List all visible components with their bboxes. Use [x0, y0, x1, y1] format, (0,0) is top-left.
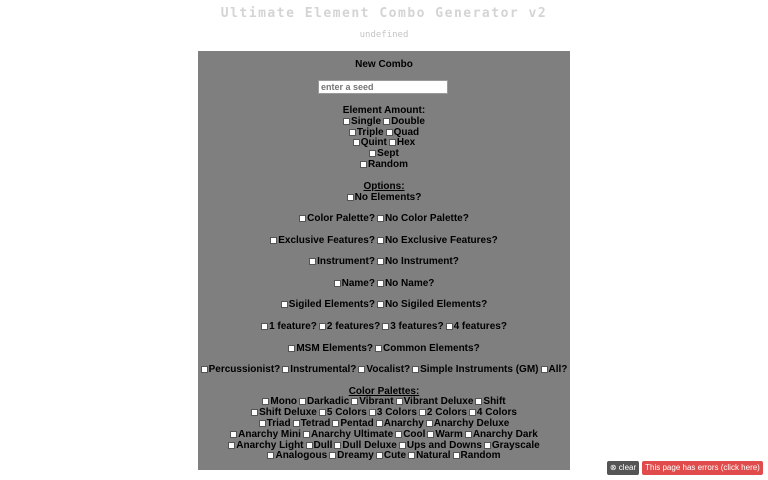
option-option-sigiled-elements[interactable]: [281, 299, 375, 310]
checkbox[interactable]: [484, 442, 491, 449]
checkbox[interactable]: [343, 118, 350, 125]
checkbox-label: Vibrant: [359, 396, 394, 407]
checkbox-label: 2 Colors: [426, 407, 467, 418]
option-option-instrument[interactable]: [309, 256, 375, 267]
checkbox-label: Vocalist?: [366, 364, 411, 375]
checkbox-label: Instrument?: [317, 256, 375, 267]
checkbox-label: 4 features?: [453, 321, 507, 332]
checkbox-label: Anarchy Deluxe: [433, 418, 510, 429]
checkbox-label: Anarchy Mini: [238, 429, 301, 440]
checkbox-label: Shift Deluxe: [259, 407, 317, 418]
checkbox[interactable]: [228, 442, 235, 449]
option-row: [198, 343, 570, 354]
option-row: [198, 213, 570, 224]
checkbox[interactable]: [281, 301, 288, 308]
checkbox[interactable]: [408, 452, 415, 459]
checkbox[interactable]: [369, 409, 376, 416]
checkbox[interactable]: [267, 452, 274, 459]
option-option-percussionist[interactable]: [201, 364, 281, 375]
checkbox[interactable]: [299, 215, 306, 222]
checkbox-label: Vibrant Deluxe: [403, 396, 474, 407]
element-amount-option-single[interactable]: [343, 116, 381, 127]
checkbox[interactable]: [319, 323, 326, 330]
checkbox[interactable]: [377, 215, 384, 222]
option-option-vocalist[interactable]: [358, 364, 410, 375]
checkbox-label: Tetrad: [300, 418, 331, 429]
element-amount-option-hex[interactable]: [389, 137, 415, 148]
checkbox[interactable]: [299, 398, 306, 405]
checkbox-label: 2 features?: [326, 321, 381, 332]
color-palettes-heading: Color Palettes:: [348, 386, 420, 397]
checkbox-label: Color Palette?: [307, 213, 375, 224]
checkbox[interactable]: [334, 442, 341, 449]
clear-button[interactable]: ⊗ clear: [607, 461, 639, 475]
palette-option-anarchy-deluxe[interactable]: [426, 418, 510, 429]
option-option-msm-elements[interactable]: [288, 343, 373, 354]
checkbox-label: Natural: [416, 450, 451, 461]
element-amount-option-quint[interactable]: [353, 137, 387, 148]
palette-option-tetrad[interactable]: [293, 418, 331, 429]
option-option-all[interactable]: [541, 364, 568, 375]
palette-row: [198, 450, 570, 461]
checkbox[interactable]: [259, 420, 266, 427]
checkbox-label: Anarchy: [383, 418, 424, 429]
checkbox-label: Cute: [383, 450, 407, 461]
palette-row: [198, 429, 570, 440]
option-option-1-feature[interactable]: [261, 321, 317, 332]
checkbox-label: Pentad: [340, 418, 374, 429]
checkbox-label: 3 features?: [390, 321, 444, 332]
checkbox[interactable]: [329, 452, 336, 459]
option-option-no-color-palette[interactable]: [377, 213, 469, 224]
checkbox[interactable]: [309, 258, 316, 265]
option-option-name[interactable]: [334, 278, 375, 289]
checkbox-label: Single: [351, 116, 382, 127]
checkbox-label: Shift: [483, 396, 506, 407]
checkbox[interactable]: [353, 139, 360, 146]
element-amount-row: [198, 159, 570, 170]
checkbox[interactable]: [261, 323, 268, 330]
option-option-no-name[interactable]: [377, 278, 434, 289]
checkbox[interactable]: [306, 442, 313, 449]
checkbox[interactable]: [358, 366, 365, 373]
option-row: [198, 364, 570, 375]
checkbox-label: 3 Colors: [376, 407, 417, 418]
checkbox[interactable]: [201, 366, 208, 373]
checkbox[interactable]: [351, 398, 358, 405]
option-option-no-elements[interactable]: [347, 192, 422, 203]
checkbox-label: Triad: [266, 418, 291, 429]
checkbox-label: Percussionist?: [208, 364, 281, 375]
checkbox[interactable]: [375, 345, 382, 352]
checkbox[interactable]: [376, 452, 383, 459]
checkbox[interactable]: [332, 420, 339, 427]
checkbox[interactable]: [377, 237, 384, 244]
checkbox-label: MSM Elements?: [296, 343, 373, 354]
checkbox-label: Dull Deluxe: [342, 440, 397, 451]
checkbox-label: Anarchy Ultimate: [310, 429, 394, 440]
checkbox-label: No Sigiled Elements?: [384, 299, 488, 310]
checkbox-label: Quad: [393, 127, 420, 138]
option-option-common-elements[interactable]: [375, 343, 480, 354]
checkbox-label: Analogous: [275, 450, 328, 461]
option-option-4-features[interactable]: [446, 321, 507, 332]
palette-option-random[interactable]: [453, 450, 501, 461]
page-title: Ultimate Element Combo Generator v2: [220, 6, 548, 21]
palette-option-cute[interactable]: [376, 450, 406, 461]
element-amount-option-double[interactable]: [383, 116, 425, 127]
option-option-exclusive-features[interactable]: [270, 235, 375, 246]
palette-option-vibrant-deluxe[interactable]: [396, 396, 474, 407]
palette-option-pentad[interactable]: [332, 418, 373, 429]
palette-option-anarchy[interactable]: [376, 418, 424, 429]
palette-option-vibrant[interactable]: [351, 396, 393, 407]
palette-option-dreamy[interactable]: [329, 450, 374, 461]
checkbox[interactable]: [395, 431, 402, 438]
palette-option-anarchy-ultimate[interactable]: [303, 429, 393, 440]
palette-option-anarchy-mini[interactable]: [230, 429, 301, 440]
checkbox[interactable]: [377, 280, 384, 287]
palette-row: [198, 407, 570, 418]
checkbox[interactable]: [382, 323, 389, 330]
checkbox[interactable]: [288, 345, 295, 352]
palette-option-shift-deluxe[interactable]: [251, 407, 317, 418]
errors-button[interactable]: This page has errors (click here): [642, 461, 763, 475]
checkbox[interactable]: [383, 118, 390, 125]
checkbox[interactable]: [230, 431, 237, 438]
checkbox[interactable]: [399, 442, 406, 449]
checkbox[interactable]: [369, 150, 376, 157]
palette-option-2-colors[interactable]: [419, 407, 467, 418]
checkbox[interactable]: [389, 139, 396, 146]
palette-option-analogous[interactable]: [267, 450, 327, 461]
option-row: [198, 235, 570, 246]
checkbox[interactable]: [386, 129, 393, 136]
option-option-no-exclusive-features[interactable]: [377, 235, 498, 246]
palette-option-anarchy-dark[interactable]: [465, 429, 538, 440]
checkbox-label: Sigiled Elements?: [288, 299, 375, 310]
palette-option-triad[interactable]: [259, 418, 291, 429]
element-amount-row: [198, 116, 570, 127]
palette-option-mono[interactable]: [262, 396, 297, 407]
checkbox-label: Random: [460, 450, 501, 461]
seed-input[interactable]: [318, 80, 448, 94]
option-option-color-palette[interactable]: [299, 213, 375, 224]
checkbox[interactable]: [262, 398, 269, 405]
checkbox-label: No Instrument?: [384, 256, 459, 267]
checkbox-label: Cool: [403, 429, 426, 440]
options-heading: Options:: [363, 181, 405, 192]
checkbox[interactable]: [319, 409, 326, 416]
checkbox-label: 4 Colors: [476, 407, 517, 418]
checkbox[interactable]: [282, 366, 289, 373]
checkbox-label: Exclusive Features?: [278, 235, 375, 246]
option-option-instrumental[interactable]: [282, 364, 356, 375]
checkbox-label: Simple Instruments (GM): [420, 364, 539, 375]
checkbox[interactable]: [419, 409, 426, 416]
palette-row: [198, 396, 570, 407]
checkbox-label: Sept: [377, 148, 399, 159]
element-amount-option-random[interactable]: [360, 159, 408, 170]
palette-option-shift[interactable]: [475, 396, 505, 407]
checkbox-label: Random: [368, 159, 408, 170]
checkbox-label: Warm: [435, 429, 463, 440]
checkbox[interactable]: [251, 409, 258, 416]
combo-panel: [198, 51, 570, 470]
option-option-no-instrument[interactable]: [377, 256, 459, 267]
checkbox-label: Anarchy Dark: [472, 429, 538, 440]
checkbox-label: Hex: [396, 137, 416, 148]
checkbox-label: 5 Colors: [326, 407, 367, 418]
checkbox-label: Darkadic: [307, 396, 350, 407]
option-row: [198, 278, 570, 289]
checkbox[interactable]: [303, 431, 310, 438]
checkbox-label: Ups and Downs: [406, 440, 482, 451]
checkbox-label: Common Elements?: [383, 343, 480, 354]
checkbox[interactable]: [377, 301, 384, 308]
checkbox-label: No Name?: [384, 278, 435, 289]
checkbox[interactable]: [376, 420, 383, 427]
option-option-simple-instruments-gm[interactable]: [412, 364, 538, 375]
palette-row: [198, 418, 570, 429]
checkbox[interactable]: [360, 161, 367, 168]
checkbox-label: Dreamy: [337, 450, 374, 461]
checkbox-label: Dull: [313, 440, 333, 451]
checkbox[interactable]: [426, 420, 433, 427]
checkbox[interactable]: [412, 366, 419, 373]
palette-option-natural[interactable]: [408, 450, 450, 461]
checkbox[interactable]: [334, 280, 341, 287]
element-amount-option-sept[interactable]: [369, 148, 399, 159]
checkbox[interactable]: [427, 431, 434, 438]
palette-option-4-colors[interactable]: [469, 407, 517, 418]
checkbox[interactable]: [453, 452, 460, 459]
checkbox-label: Triple: [356, 127, 384, 138]
checkbox-label: Grayscale: [491, 440, 540, 451]
checkbox-label: No Color Palette?: [384, 213, 469, 224]
checkbox[interactable]: [270, 237, 277, 244]
panel-title: New Combo: [355, 59, 413, 70]
checkbox-label: Mono: [270, 396, 298, 407]
option-option-no-sigiled-elements[interactable]: [377, 299, 487, 310]
option-row: [198, 321, 570, 332]
element-amount-row: [198, 137, 570, 148]
checkbox-label: Name?: [341, 278, 375, 289]
element-amount-heading: Element Amount:: [342, 105, 426, 116]
option-option-2-features[interactable]: [319, 321, 380, 332]
checkbox-label: No Elements?: [354, 192, 422, 203]
option-row: [198, 299, 570, 310]
palette-option-5-colors[interactable]: [319, 407, 367, 418]
checkbox-label: Anarchy Light: [236, 440, 304, 451]
checkbox[interactable]: [541, 366, 548, 373]
palette-option-darkadic[interactable]: [299, 396, 349, 407]
checkbox-label: All?: [548, 364, 568, 375]
checkbox-label: Double: [391, 116, 425, 127]
checkbox[interactable]: [377, 258, 384, 265]
checkbox[interactable]: [465, 431, 472, 438]
element-amount-row: [198, 148, 570, 159]
checkbox[interactable]: [349, 129, 356, 136]
checkbox[interactable]: [347, 194, 354, 201]
palette-option-3-colors[interactable]: [369, 407, 417, 418]
palette-option-cool[interactable]: [395, 429, 425, 440]
checkbox[interactable]: [293, 420, 300, 427]
checkbox[interactable]: [396, 398, 403, 405]
option-row: [198, 192, 570, 203]
option-option-3-features[interactable]: [382, 321, 443, 332]
checkbox-label: 1 feature?: [269, 321, 317, 332]
page-subtitle: undefined: [359, 30, 409, 40]
option-row: [198, 256, 570, 267]
checkbox-label: Instrumental?: [290, 364, 357, 375]
checkbox[interactable]: [446, 323, 453, 330]
checkbox-label: Quint: [360, 137, 387, 148]
checkbox[interactable]: [469, 409, 476, 416]
checkbox-label: No Exclusive Features?: [384, 235, 498, 246]
checkbox[interactable]: [475, 398, 482, 405]
palette-option-warm[interactable]: [427, 429, 462, 440]
